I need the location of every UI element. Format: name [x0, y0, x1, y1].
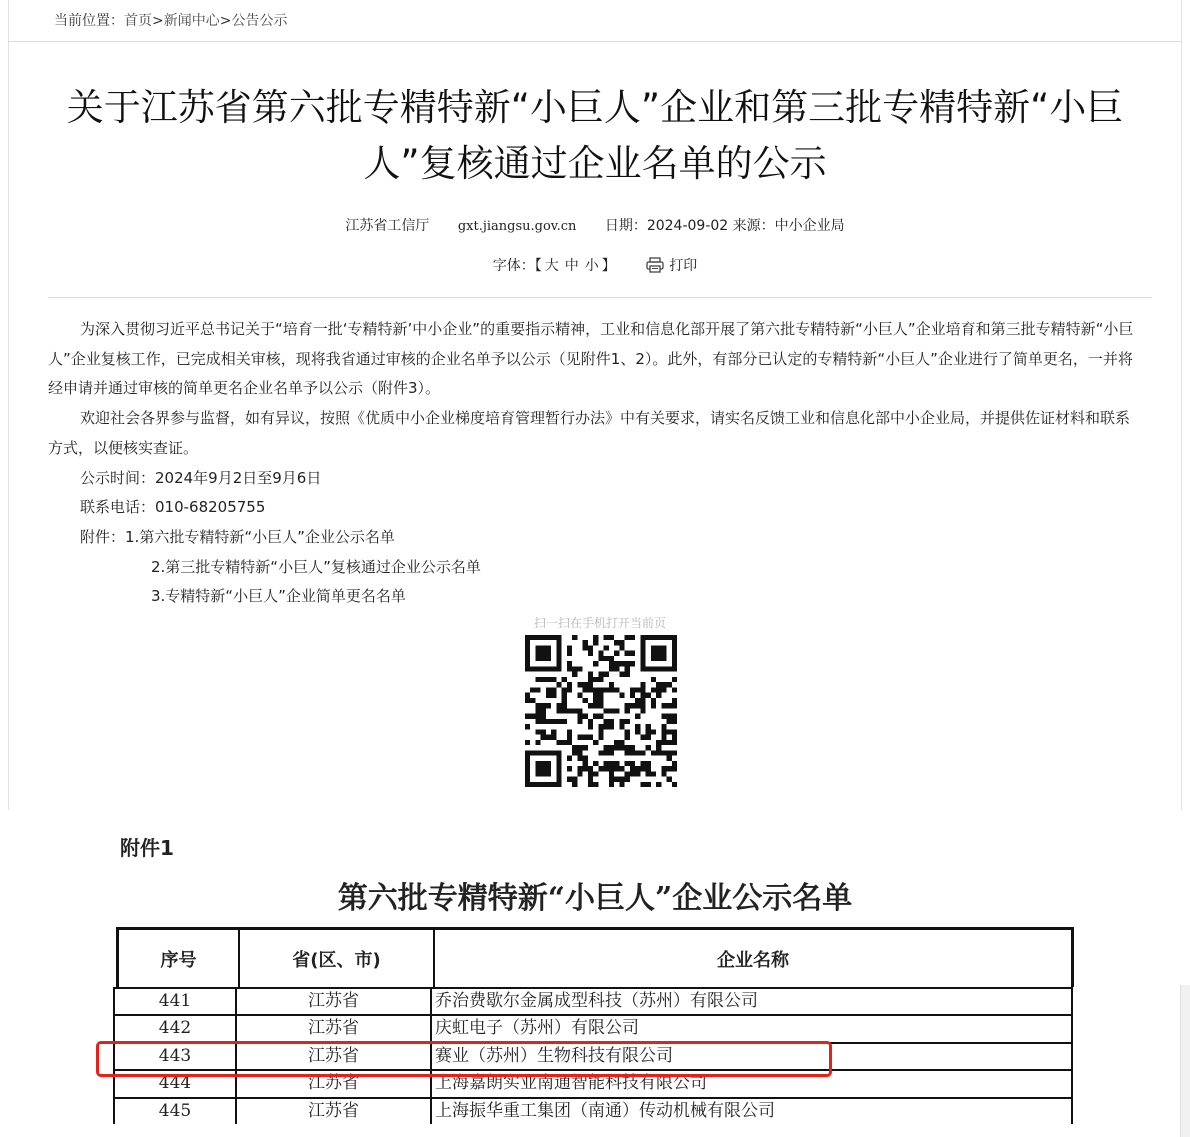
- paragraph-2: 欢迎社会各界参与监督，如有异议，按照《优质中小企业梯度培育管理暂行办法》中有关要求，请实名反馈工业和信息化部中小企业局，并提供佐证材料和联系方式，以便核实查证。: [48, 409, 1131, 457]
- cell-province: 江苏省: [237, 989, 432, 1014]
- attachment-link-3[interactable]: 3.专精特新“小巨人”企业简单更名名单: [151, 587, 406, 606]
- printer-icon: [646, 257, 664, 273]
- breadcrumb-label: 当前位置：: [54, 13, 124, 29]
- table-row: [115, 1014, 1071, 1041]
- font-large-button[interactable]: 大: [544, 258, 559, 274]
- article-title: 关于江苏省第六批专精特新“小巨人”企业和第三批专精特新“小巨人”复核通过企业名单的公示: [66, 86, 1124, 185]
- breadcrumb-separator: >: [219, 13, 232, 29]
- font-size-bracket: 】: [601, 258, 616, 274]
- print-label: 打印: [669, 258, 698, 274]
- attachment-link-1[interactable]: 1.第六批专精特新“小巨人”企业公示名单: [125, 527, 395, 546]
- breadcrumb-home[interactable]: 首页: [124, 13, 152, 29]
- breadcrumb-announcements[interactable]: 公告公示: [231, 13, 288, 29]
- article-meta: [0, 215, 1190, 238]
- scrollbar[interactable]: [1180, 985, 1190, 1137]
- publisher: 江苏省工信厅: [345, 218, 430, 234]
- site-url: gxt.jiangsu.gov.cn: [457, 219, 577, 234]
- cell-province: 江苏省: [237, 1044, 432, 1069]
- breadcrumb: [8, 0, 1182, 42]
- header-company: 企业名称: [717, 949, 789, 971]
- attachment-line-2: [48, 553, 1142, 583]
- paragraph-1: 为深入贯彻习近平总书记关于“培育一批‘专精特新’中小企业”的重要指示精神，工业和信息化部开展了第六批专精特新“小巨人”企业培育和第三批专精特新“小巨人”企业复核工作，已完成相关审核，现将我省通过审核的企业名单予以公示（见附件1、2）。此外，有部分已认定的专精特新“小巨人”企业进行了简单更名，一并将经申请并通过审核的简单更名企业名单予以公示（附件3）。: [48, 320, 1134, 398]
- cell-company: 上海振华重工集团（南通）传动机械有限公司: [435, 1100, 775, 1121]
- breadcrumb-news-center[interactable]: 新闻中心: [163, 13, 220, 29]
- font-small-button[interactable]: 小: [584, 258, 599, 274]
- qr-code: [525, 635, 677, 787]
- cell-province: 江苏省: [237, 1071, 432, 1096]
- list-title: 第六批专精特新“小巨人”企业公示名单: [337, 881, 853, 916]
- table-header: [116, 927, 1074, 987]
- print-button[interactable]: [646, 258, 697, 274]
- attachment-line-1: [48, 523, 1142, 553]
- notice-time: 公示时间：2024年9月2日至9月6日: [80, 468, 322, 487]
- breadcrumb-separator: >: [152, 13, 164, 29]
- qr-caption: 扫一扫在手机打开当前页: [533, 616, 666, 630]
- contact-phone: 联系电话：010-68205755: [80, 498, 266, 517]
- header-number: 序号: [119, 930, 240, 987]
- header-divider: [48, 297, 1152, 298]
- font-medium-button[interactable]: 中: [564, 258, 579, 274]
- cell-company: 赛业（苏州）生物科技有限公司: [435, 1045, 673, 1066]
- cell-company: 上海嘉朗实业南通智能科技有限公司: [435, 1073, 707, 1094]
- highlight-box: [96, 1041, 832, 1077]
- cell-number: 445: [115, 1099, 237, 1124]
- cell-province: 江苏省: [237, 1016, 432, 1041]
- cell-number: 441: [115, 989, 237, 1014]
- date-source: 日期：2024-09-02 来源：中小企业局: [604, 218, 845, 234]
- cell-company: 乔治费歇尔金属成型科技（苏州）有限公司: [435, 991, 758, 1011]
- attachments-label: 附件：: [80, 527, 126, 546]
- cell-province: 江苏省: [237, 1099, 432, 1124]
- cell-number: 442: [115, 1016, 237, 1041]
- article-body: [48, 315, 1142, 612]
- font-size-controls: [0, 255, 1190, 277]
- font-size-label: 字体：【: [492, 258, 542, 274]
- cell-number: 443: [115, 1044, 237, 1069]
- attachment-line-3: [48, 582, 1142, 612]
- attachment-link-2[interactable]: 2.第三批专精特新“小巨人”复核通过企业公示名单: [151, 557, 481, 576]
- table-row: [115, 987, 1071, 1014]
- cell-number: 444: [115, 1071, 237, 1096]
- table-row: [115, 1097, 1071, 1124]
- header-province: 省(区、市): [240, 930, 435, 987]
- attachment-label: 附件1: [120, 836, 174, 860]
- cell-company: 庆虹电子（苏州）有限公司: [435, 1018, 639, 1039]
- qr-code-icon: [525, 635, 677, 787]
